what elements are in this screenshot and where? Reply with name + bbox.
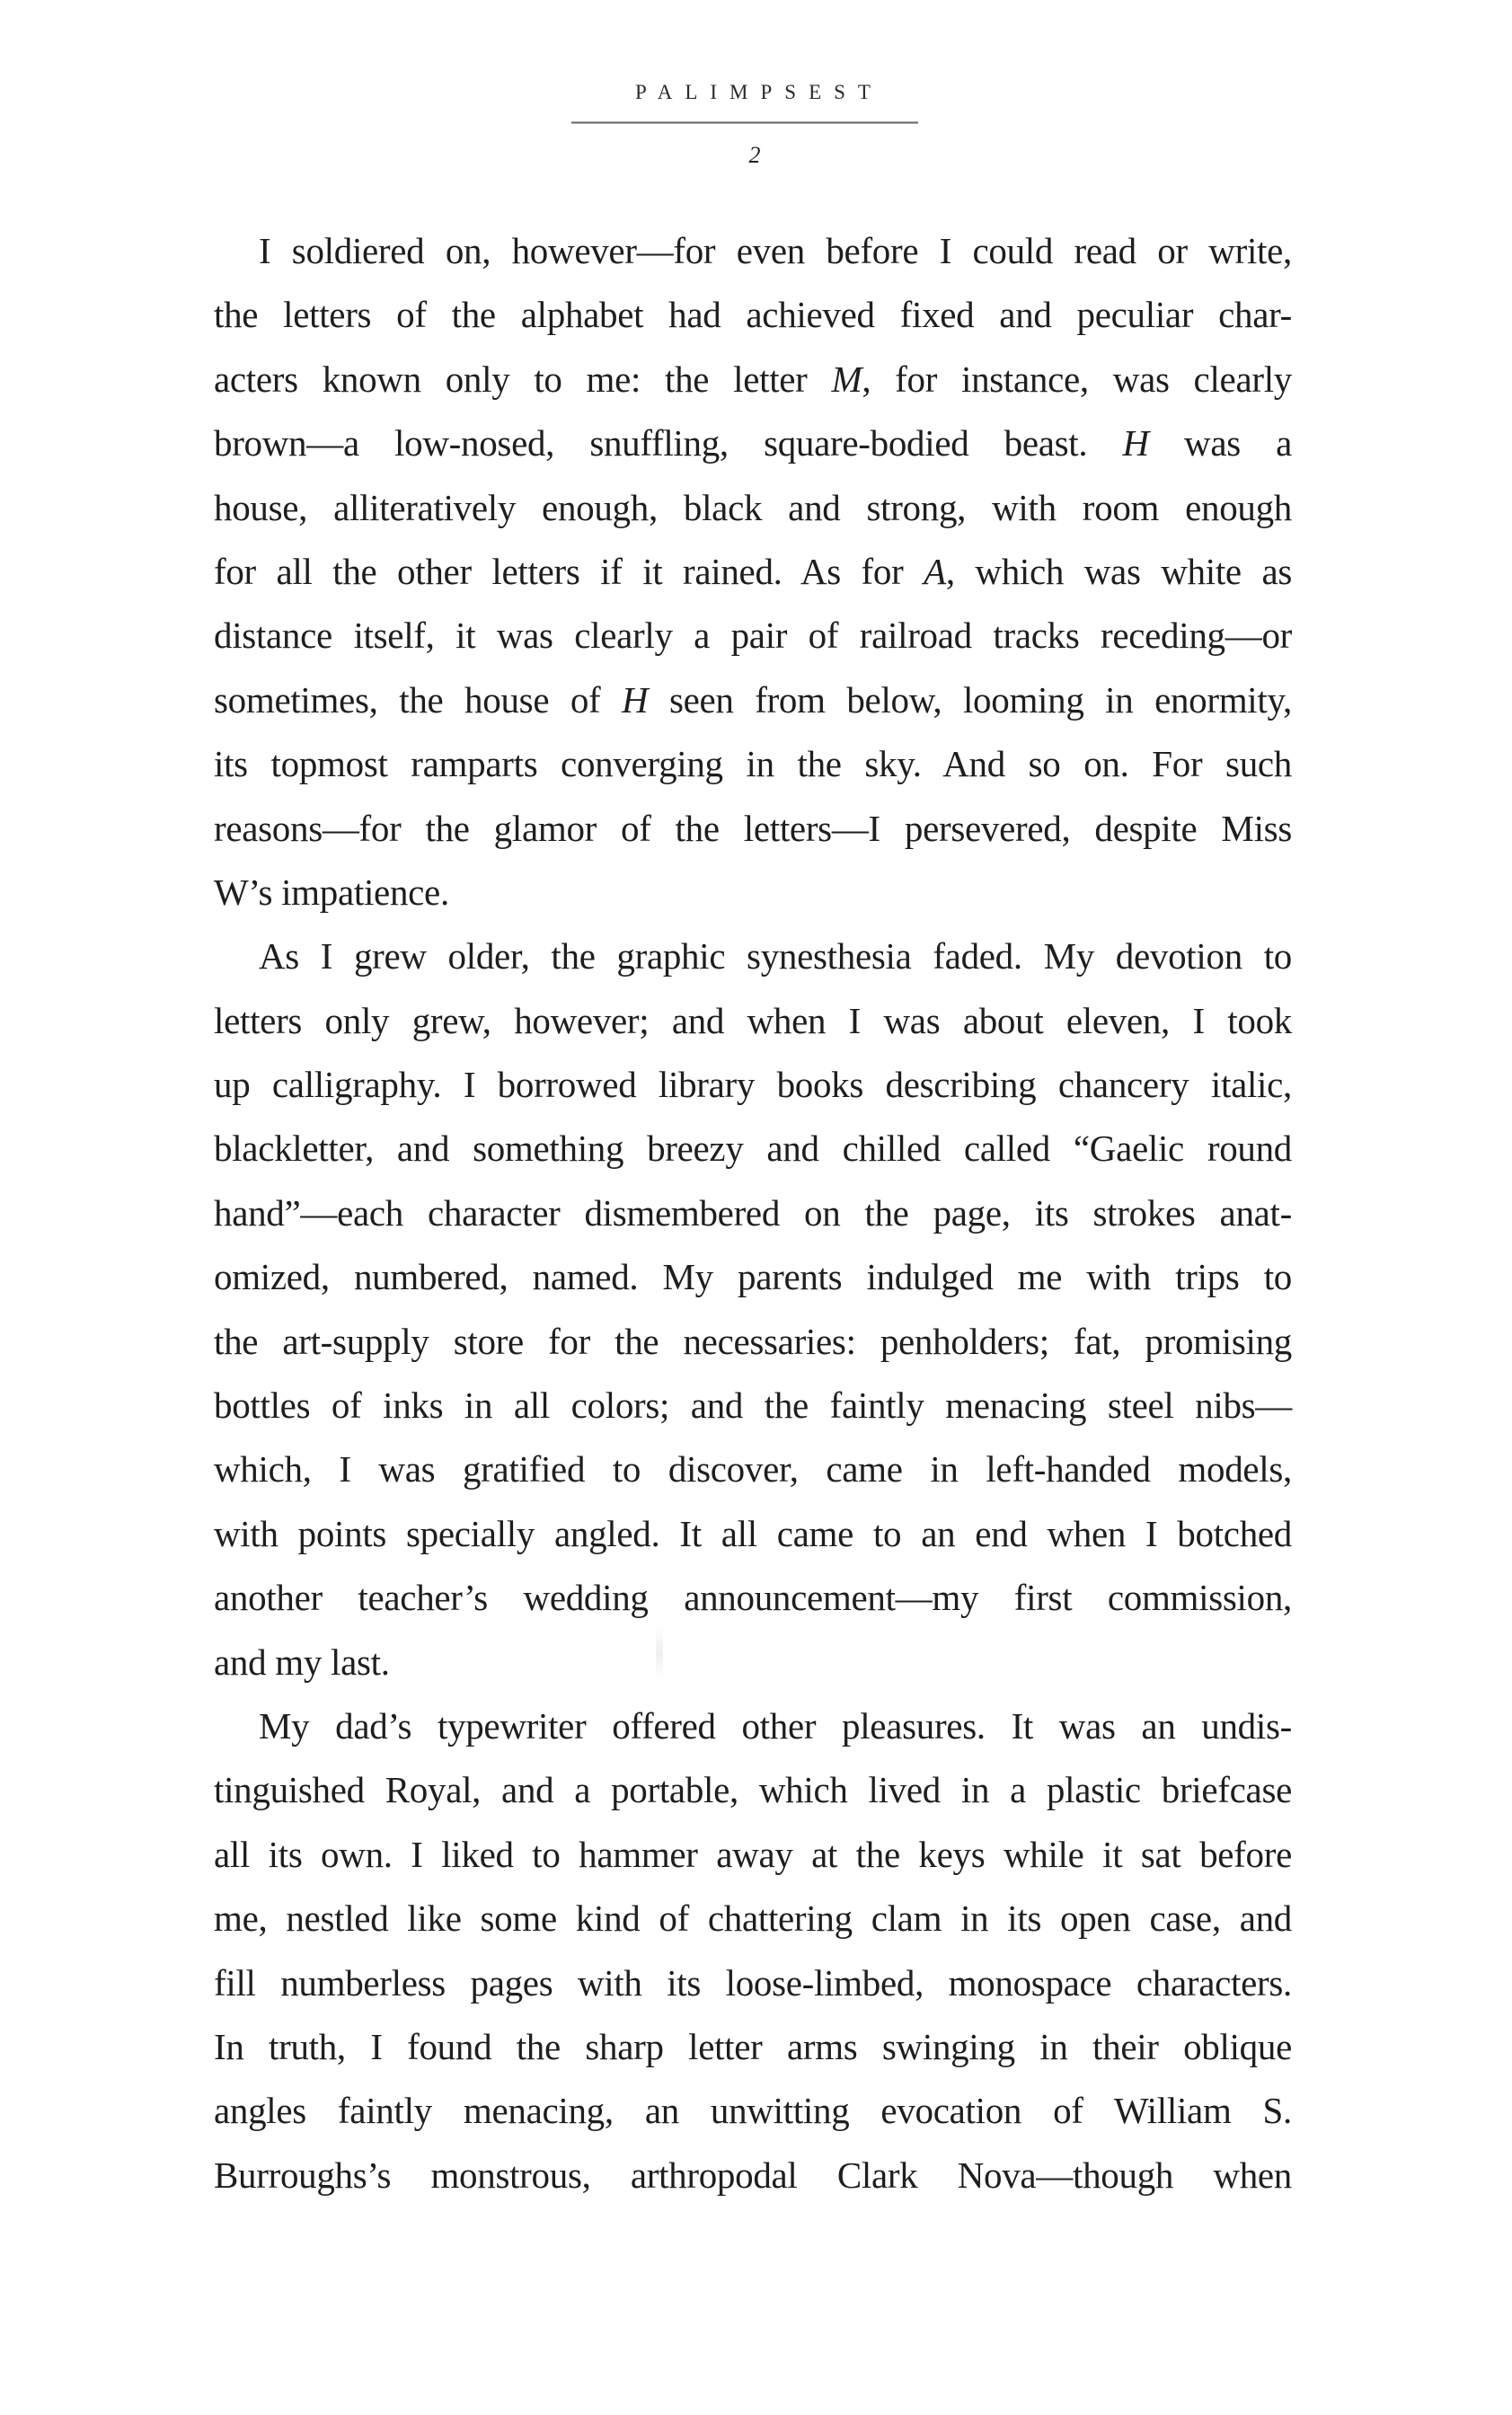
text-line	[214, 1566, 1292, 1630]
text-line	[214, 540, 1292, 604]
text-line	[214, 2015, 1292, 2079]
text-line	[214, 1117, 1292, 1181]
text-run: W’s impatience.	[214, 871, 449, 913]
text-line	[214, 2079, 1292, 2143]
text-run: Burroughs’s monstrous, arthropodal Clark Nova—though when	[214, 2154, 1292, 2196]
text-line	[214, 1823, 1292, 1887]
text-run: sometimes, the house of	[214, 678, 623, 721]
text-line	[214, 1502, 1292, 1566]
text-run: the art-supply store for the necessaries: penholders; fat, promising	[214, 1320, 1292, 1362]
text-run: distance itself, it was clearly a pair of railroad tracks receding—or	[214, 615, 1292, 657]
text-run: My dad’s typewriter offered other pleasures. It was an undis-	[259, 1704, 1292, 1747]
italic-letter: H	[1122, 422, 1149, 464]
text-run: acters known only to me: the letter	[214, 358, 832, 400]
text-run: with points specially angled. It all came to an end when I botched	[214, 1512, 1292, 1554]
text-line	[214, 989, 1292, 1053]
page-number: 2	[748, 142, 761, 168]
italic-letter: H	[622, 678, 649, 721]
paragraph	[214, 1694, 1292, 2207]
text-run: up calligraphy. I borrowed library books describing chancery italic,	[214, 1064, 1292, 1106]
header-rule	[571, 121, 918, 124]
text-line	[214, 219, 1292, 283]
text-run: tinguished Royal, and a portable, which lived in a plastic briefcase	[214, 1769, 1292, 1811]
text-line	[214, 861, 1292, 924]
text-run: reasons—for the glamor of the letters—I persevered, despite Miss	[214, 807, 1292, 849]
italic-letter: A	[924, 550, 946, 592]
text-run: house, alliteratively enough, black and strong, with room enough	[214, 486, 1292, 528]
text-line	[214, 924, 1292, 988]
running-head: PALIMPSEST	[635, 81, 883, 103]
text-run: for all the other letters if it rained. As for	[214, 550, 924, 592]
text-run: the letters of the alphabet had achieved fixed and peculiar char-	[214, 294, 1292, 336]
text-line	[214, 411, 1292, 475]
text-line	[214, 1053, 1292, 1117]
text-run: me, nestled like some kind of chattering clam in its open case, and	[214, 1898, 1292, 1940]
text-line	[214, 283, 1292, 347]
text-run: , which was white as	[945, 550, 1293, 592]
text-line	[214, 797, 1292, 861]
text-run: was a	[1148, 422, 1292, 464]
text-line	[214, 1245, 1292, 1309]
text-line	[214, 1887, 1292, 1951]
text-run: another teacher’s wedding announcement—my first commission,	[214, 1577, 1292, 1619]
text-line	[214, 476, 1292, 540]
text-line	[214, 1631, 1292, 1694]
text-line	[214, 348, 1292, 411]
text-run: seen from below, looming in enormity,	[648, 678, 1292, 721]
text-run: hand”—each character dismembered on the page, its strokes anat-	[214, 1191, 1292, 1234]
scan-artifact	[656, 1626, 663, 1680]
text-run: In truth, I found the sharp letter arms swinging in their oblique	[214, 2025, 1292, 2067]
text-run: bottles of inks in all colors; and the faintly menacing steel nibs—	[214, 1384, 1292, 1427]
text-line	[214, 604, 1292, 668]
paragraph	[214, 219, 1292, 924]
text-run: As I grew older, the graphic synesthesia faded. My devotion to	[259, 935, 1292, 978]
text-line	[214, 1438, 1292, 1501]
text-run: letters only grew, however; and when I was about eleven, I took	[214, 999, 1292, 1041]
text-run: its topmost ramparts converging in the sky. And so on. For such	[214, 743, 1292, 785]
text-line	[214, 1310, 1292, 1374]
text-run: brown—a low-nosed, snuffling, square-bodied beast.	[214, 422, 1123, 464]
text-line	[214, 1374, 1292, 1438]
text-line	[214, 2144, 1292, 2207]
body-text	[214, 219, 1292, 2207]
text-line	[214, 1951, 1292, 2015]
italic-letter: M	[831, 358, 862, 400]
text-line	[214, 1758, 1292, 1822]
text-run: , for instance, was clearly	[862, 358, 1292, 400]
paragraph	[214, 924, 1292, 1694]
text-run: which, I was gratified to discover, came in left-handed models,	[214, 1448, 1292, 1491]
text-run: omized, numbered, named. My parents indulged me with trips to	[214, 1256, 1292, 1298]
text-run: all its own. I liked to hammer away at the keys while it sat before	[214, 1833, 1292, 1875]
text-run: I soldiered on, however—for even before I could read or write,	[259, 230, 1292, 271]
text-line	[214, 1181, 1292, 1245]
text-line	[214, 668, 1292, 732]
text-run: and my last.	[214, 1641, 390, 1683]
text-run: fill numberless pages with its loose-limbed, monospace characters.	[214, 1961, 1292, 2004]
text-line	[214, 1694, 1292, 1758]
text-run: angles faintly menacing, an unwitting evocation of William S.	[214, 2090, 1292, 2132]
text-line	[214, 732, 1292, 796]
text-run: blackletter, and something breezy and chilled called “Gaelic round	[214, 1128, 1292, 1170]
